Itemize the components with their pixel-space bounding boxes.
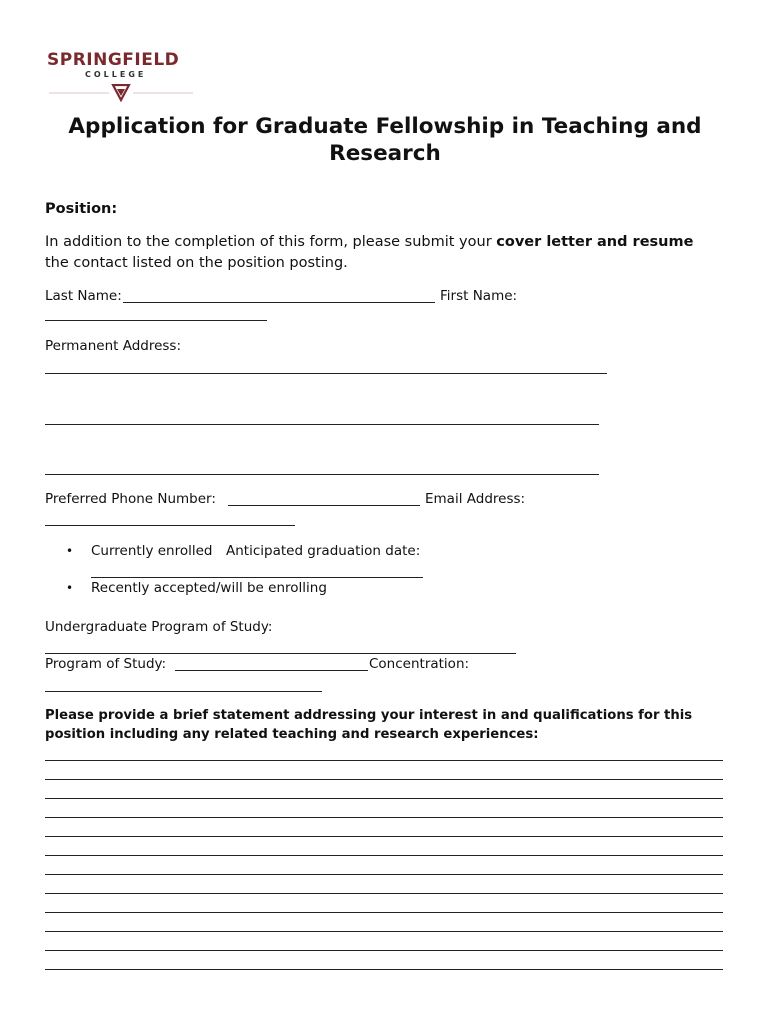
statement-line[interactable] (45, 893, 723, 894)
address-line-1-field[interactable] (45, 373, 607, 374)
phone-label: Preferred Phone Number: (45, 491, 216, 507)
statement-line[interactable] (45, 760, 723, 761)
concentration-field[interactable] (45, 691, 322, 692)
permanent-address-label: Permanent Address: (45, 338, 182, 354)
statement-line[interactable] (45, 779, 723, 780)
statement-prompt-line-1: Please provide a brief statement addressing your interest in and qualifications for this (45, 708, 693, 723)
first-name-field[interactable] (45, 320, 267, 321)
graduation-date-field[interactable] (91, 577, 423, 578)
logo-emblem-icon (47, 84, 197, 102)
bullet-icon: • (66, 544, 74, 558)
college-logo (47, 50, 197, 102)
statement-line[interactable] (45, 817, 723, 818)
logo-wordmark: SPRINGFIELD (47, 50, 180, 70)
first-name-label: First Name: (440, 288, 518, 304)
statement-line[interactable] (45, 836, 723, 837)
logo-subtitle: COLLEGE (85, 70, 147, 79)
undergrad-program-label: Undergraduate Program of Study: (45, 619, 273, 635)
program-of-study-field[interactable] (175, 670, 368, 671)
statement-line[interactable] (45, 931, 723, 932)
program-of-study-label: Program of Study: (45, 656, 167, 672)
position-label: Position: (45, 201, 118, 217)
page-title: Application for Graduate Fellowship in Teaching and Research (68, 114, 702, 166)
address-line-2-field[interactable] (45, 424, 599, 425)
intro-bold-text: cover letter and resume (496, 234, 694, 250)
currently-enrolled-label: Currently enrolled (91, 543, 213, 559)
last-name-label: Last Name: (45, 288, 122, 304)
concentration-label: Concentration: (369, 656, 470, 672)
email-label: Email Address: (425, 491, 526, 507)
statement-line[interactable] (45, 912, 723, 913)
phone-field[interactable] (228, 505, 420, 506)
bullet-icon: • (66, 581, 74, 595)
last-name-field[interactable] (123, 302, 435, 303)
intro-text: In addition to the completion of this form, please submit your (45, 234, 497, 250)
recently-accepted-label: Recently accepted/will be enrolling (91, 580, 327, 596)
intro-line-1 (45, 233, 693, 251)
undergrad-program-field[interactable] (45, 653, 516, 654)
address-line-3-field[interactable] (45, 474, 599, 475)
statement-line[interactable] (45, 969, 723, 970)
statement-prompt-line-2: position including any related teaching and research experiences: (45, 727, 539, 742)
statement-line[interactable] (45, 855, 723, 856)
anticipated-graduation-label: Anticipated graduation date: (226, 543, 421, 559)
statement-line[interactable] (45, 874, 723, 875)
intro-line-2: the contact listed on the position posting. (45, 255, 348, 271)
statement-line[interactable] (45, 950, 723, 951)
email-field[interactable] (45, 525, 295, 526)
statement-line[interactable] (45, 798, 723, 799)
